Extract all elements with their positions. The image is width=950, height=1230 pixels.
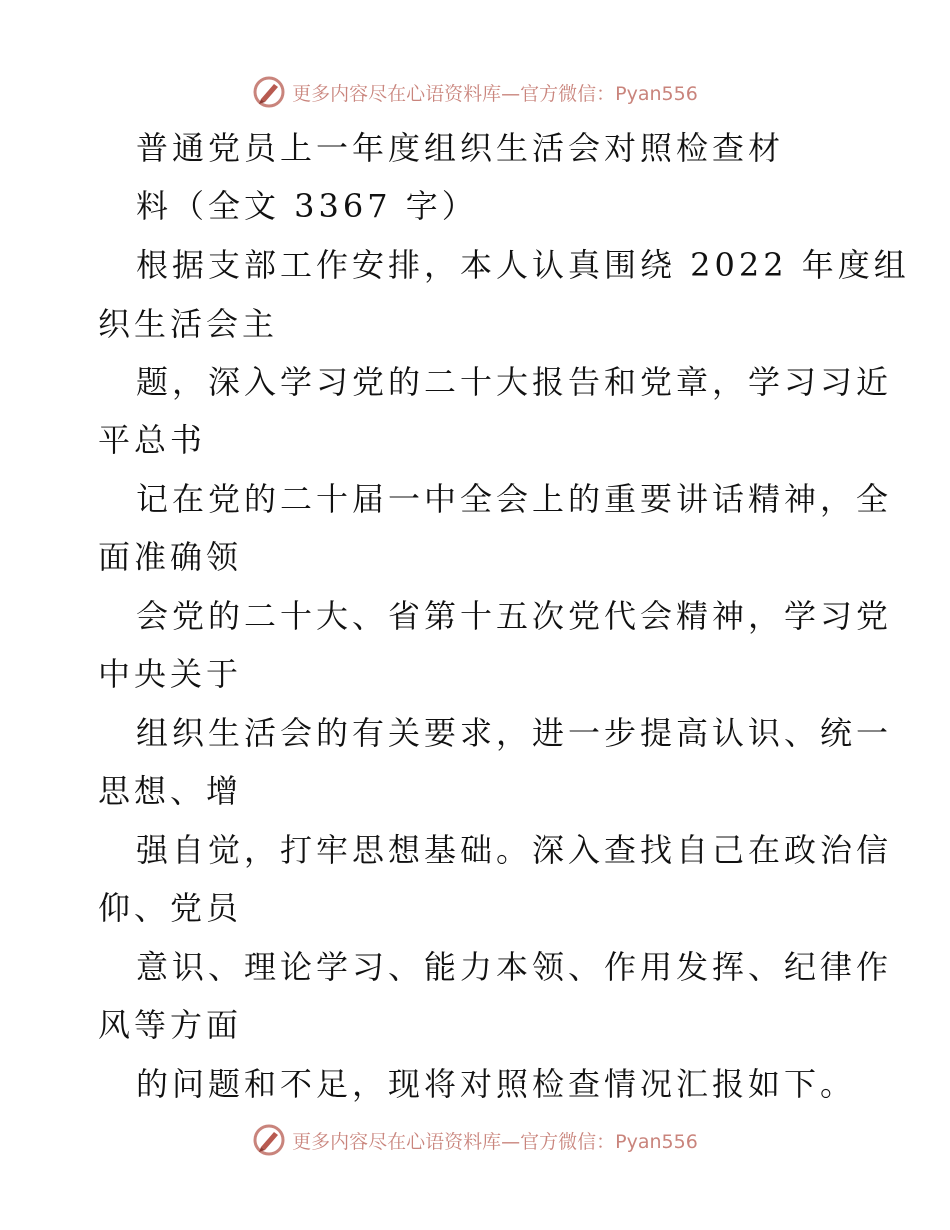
watermark-text: 更多内容尽在心语资料库—官方微信：Pyan556 xyxy=(292,82,698,105)
header-watermark xyxy=(0,72,950,112)
body-line: 记在党的二十届一中全会上的重要讲话精神，全 xyxy=(136,480,893,518)
watermark-text: 更多内容尽在心语资料库—官方微信：Pyan556 xyxy=(292,1130,698,1153)
body-line: 仰、党员 xyxy=(98,889,243,927)
document-title-line-2: 料（全文 3367 字） xyxy=(136,187,478,225)
body-line: 强自觉，打牢思想基础。深入查找自己在政治信 xyxy=(136,831,893,869)
body-line: 题，深入学习党的二十大报告和党章，学习习近 xyxy=(136,363,893,401)
body-line: 组织生活会的有关要求，进一步提高认识、统一 xyxy=(136,714,893,752)
body-line: 中央关于 xyxy=(98,655,243,693)
body-line: 风等方面 xyxy=(98,1006,243,1044)
body-line: 平总书 xyxy=(98,421,207,459)
document-title-line-1: 普通党员上一年度组织生活会对照检查材 xyxy=(136,129,785,167)
body-line: 思想、增 xyxy=(98,772,243,810)
body-line: 面准确领 xyxy=(98,538,243,576)
pen-logo-icon xyxy=(252,75,286,109)
body-line: 会党的二十大、省第十五次党代会精神，学习党 xyxy=(136,597,893,635)
body-line: 根据支部工作安排，本人认真围绕 2022 年度组 xyxy=(136,246,910,284)
body-line: 的问题和不足，现将对照检查情况汇报如下。 xyxy=(136,1065,857,1103)
footer-watermark xyxy=(0,1120,950,1160)
pen-logo-icon xyxy=(252,1123,286,1157)
body-line: 意识、理论学习、能力本领、作用发挥、纪律作 xyxy=(136,948,893,986)
body-line: 织生活会主 xyxy=(98,305,279,343)
